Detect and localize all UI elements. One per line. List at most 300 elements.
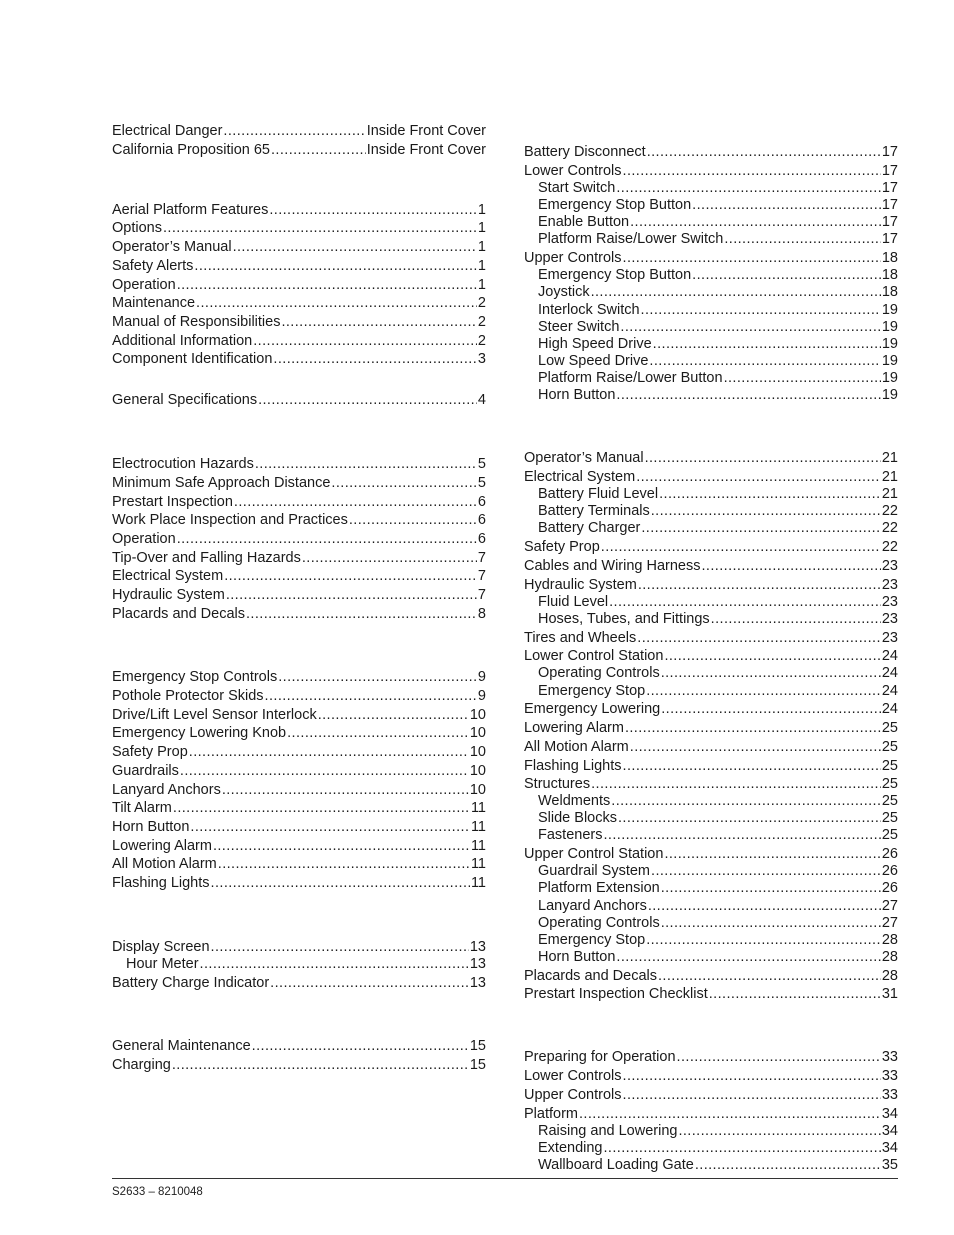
toc-entry-page: Inside Front Cover bbox=[366, 123, 486, 139]
toc-entry-page: Inside Front Cover bbox=[366, 142, 486, 158]
dot-leader bbox=[269, 201, 477, 219]
toc-entry-page: 8 bbox=[477, 606, 486, 622]
toc-entry-title: Emergency Stop Controls bbox=[112, 669, 278, 685]
toc-entry bbox=[524, 449, 898, 467]
dot-leader bbox=[695, 1156, 881, 1174]
toc-entry-title: General Specifications bbox=[112, 392, 258, 408]
dot-leader bbox=[651, 502, 881, 520]
toc-entry bbox=[524, 629, 898, 647]
dot-leader bbox=[618, 809, 881, 827]
toc-entry-title: Tilt Alarm bbox=[112, 800, 172, 816]
toc-entry-page: 23 bbox=[881, 611, 898, 627]
toc-entry-page: 18 bbox=[881, 250, 898, 266]
toc-entry bbox=[112, 837, 486, 855]
toc-entry-page: 11 bbox=[470, 875, 486, 891]
toc-subentry bbox=[538, 1139, 898, 1157]
dot-leader bbox=[223, 122, 365, 140]
dot-leader bbox=[625, 719, 881, 737]
toc-entry-page: 13 bbox=[469, 956, 486, 972]
dot-leader bbox=[711, 610, 881, 628]
dot-leader bbox=[591, 775, 881, 793]
toc-entry bbox=[112, 391, 486, 409]
dot-leader bbox=[630, 213, 881, 231]
toc-entry bbox=[112, 511, 486, 529]
toc-entry-title: Hoses, Tubes, and Fittings bbox=[538, 611, 710, 627]
toc-entry-page: 10 bbox=[469, 782, 486, 798]
toc-entry-title: Guardrail System bbox=[538, 863, 651, 879]
toc-entry-title: Guardrails bbox=[112, 763, 179, 779]
toc-entry-title: Emergency Lowering bbox=[524, 701, 661, 717]
dot-leader bbox=[616, 948, 880, 966]
toc-entry-title: High Speed Drive bbox=[538, 336, 652, 352]
toc-entry-page: 10 bbox=[469, 763, 486, 779]
toc-entry-title: Lowering Alarm bbox=[524, 720, 624, 736]
toc-entry-title: Hydraulic System bbox=[524, 577, 637, 593]
dot-leader bbox=[651, 862, 881, 880]
toc-entry-title: Slide Blocks bbox=[538, 810, 617, 826]
toc-entry-page: 35 bbox=[881, 1157, 898, 1173]
toc-entry bbox=[524, 538, 898, 556]
dot-leader bbox=[664, 845, 880, 863]
toc-subentry bbox=[538, 1122, 898, 1140]
toc-entry-page: 9 bbox=[477, 688, 486, 704]
toc-entry-title: Upper Controls bbox=[524, 250, 622, 266]
toc-entry-page: 24 bbox=[881, 701, 898, 717]
dot-leader bbox=[646, 931, 881, 949]
dot-leader bbox=[194, 257, 477, 275]
toc-entry-page: 19 bbox=[881, 319, 898, 335]
toc-entry-page: 6 bbox=[477, 512, 486, 528]
toc-entry bbox=[112, 493, 486, 511]
toc-entry-title: Battery Terminals bbox=[538, 503, 650, 519]
toc-entry-page: 28 bbox=[881, 968, 898, 984]
toc-entry-title: Battery Charge Indicator bbox=[112, 975, 270, 991]
toc-entry-title: Steer Switch bbox=[538, 319, 620, 335]
dot-leader bbox=[616, 386, 880, 404]
toc-entry-page: 25 bbox=[881, 720, 898, 736]
toc-entry-title: Horn Button bbox=[538, 949, 616, 965]
dot-leader bbox=[658, 967, 881, 985]
toc-entry-title: Hour Meter bbox=[126, 956, 199, 972]
toc-subentry bbox=[538, 809, 898, 827]
dot-leader bbox=[636, 468, 881, 486]
toc-entry bbox=[112, 781, 486, 799]
toc-entry-page: 26 bbox=[881, 863, 898, 879]
toc-entry-title: Weldments bbox=[538, 793, 611, 809]
toc-entry-page: 33 bbox=[881, 1087, 898, 1103]
dot-leader bbox=[224, 567, 477, 585]
toc-subentry bbox=[538, 179, 898, 197]
dot-leader bbox=[302, 549, 477, 567]
toc-entry bbox=[112, 818, 486, 836]
toc-entry-title: Electrical System bbox=[524, 469, 636, 485]
toc-entry-page: 19 bbox=[881, 387, 898, 403]
toc-entry-title: Lowering Alarm bbox=[112, 838, 212, 854]
toc-entry-title: Electrocution Hazards bbox=[112, 456, 254, 472]
dot-leader bbox=[270, 974, 469, 992]
dot-leader bbox=[609, 593, 881, 611]
dot-leader bbox=[637, 629, 881, 647]
toc-entry bbox=[112, 257, 486, 275]
dot-leader bbox=[172, 1056, 469, 1074]
toc-entry-page: 6 bbox=[477, 494, 486, 510]
toc-entry-page: 6 bbox=[477, 531, 486, 547]
dot-leader bbox=[287, 724, 469, 742]
dot-leader bbox=[623, 249, 881, 267]
toc-subentry bbox=[538, 335, 898, 353]
toc-entry bbox=[112, 974, 486, 992]
toc-entry-page: 11 bbox=[470, 856, 486, 872]
toc-entry bbox=[112, 332, 486, 350]
toc-subentry bbox=[538, 369, 898, 387]
toc-entry-title: Battery Charger bbox=[538, 520, 641, 536]
dot-leader bbox=[200, 955, 469, 973]
toc-entry bbox=[524, 985, 898, 1003]
toc-entry-page: 25 bbox=[881, 827, 898, 843]
toc-entry-title: Display Screen bbox=[112, 939, 210, 955]
toc-entry bbox=[112, 567, 486, 585]
dot-leader bbox=[177, 530, 477, 548]
toc-entry-title: Operation bbox=[112, 277, 176, 293]
dot-leader bbox=[646, 682, 881, 700]
toc-entry bbox=[112, 724, 486, 742]
dot-leader bbox=[623, 757, 881, 775]
dot-leader bbox=[601, 538, 881, 556]
dot-leader bbox=[233, 238, 477, 256]
dot-leader bbox=[579, 1105, 881, 1123]
toc-entry-page: 21 bbox=[881, 486, 898, 502]
toc-entry bbox=[524, 967, 898, 985]
toc-entry-title: Component Identification bbox=[112, 351, 273, 367]
toc-entry-title: Safety Prop bbox=[112, 744, 188, 760]
toc-entry-title: Fasteners bbox=[538, 827, 603, 843]
footer-doc-number: S2633 – 8210048 bbox=[112, 1186, 203, 1198]
toc-entry-page: 27 bbox=[881, 898, 898, 914]
toc-entry-title: Joystick bbox=[538, 284, 590, 300]
toc-entry-page: 11 bbox=[470, 800, 486, 816]
toc-entry-title: Flashing Lights bbox=[112, 875, 210, 891]
toc-entry-title: Pothole Protector Skids bbox=[112, 688, 264, 704]
dot-leader bbox=[647, 143, 881, 161]
dot-leader bbox=[190, 818, 470, 836]
dot-leader bbox=[611, 792, 881, 810]
toc-entry-title: Safety Alerts bbox=[112, 258, 194, 274]
dot-leader bbox=[278, 668, 477, 686]
dot-leader bbox=[349, 511, 477, 529]
toc-entry bbox=[524, 719, 898, 737]
footer-divider bbox=[112, 1178, 898, 1179]
toc-entry-title: Safety Prop bbox=[524, 539, 600, 555]
dot-leader bbox=[623, 162, 881, 180]
toc-entry-title: Lower Controls bbox=[524, 163, 622, 179]
dot-leader bbox=[645, 449, 881, 467]
toc-entry-title: Structures bbox=[524, 776, 591, 792]
dot-leader bbox=[623, 1086, 881, 1104]
toc-entry-title: Electrical Danger bbox=[112, 123, 223, 139]
toc-entry-title: Placards and Decals bbox=[524, 968, 657, 984]
toc-entry-title: Lower Control Station bbox=[524, 648, 664, 664]
toc-entry-title: Emergency Stop bbox=[538, 683, 646, 699]
toc-entry-title: Hydraulic System bbox=[112, 587, 225, 603]
toc-subentry bbox=[538, 914, 898, 932]
toc-entry-title: Placards and Decals bbox=[112, 606, 245, 622]
toc-entry-page: 19 bbox=[881, 336, 898, 352]
toc-entry bbox=[112, 743, 486, 761]
dot-leader bbox=[258, 391, 477, 409]
toc-entry-title: Prestart Inspection Checklist bbox=[524, 986, 708, 1002]
toc-entry-title: Charging bbox=[112, 1057, 171, 1073]
toc-subentry bbox=[538, 931, 898, 949]
dot-leader bbox=[177, 276, 477, 294]
dot-leader bbox=[591, 283, 881, 301]
toc-entry-page: 23 bbox=[881, 558, 898, 574]
toc-entry bbox=[112, 219, 486, 237]
toc-entry-title: Emergency Lowering Knob bbox=[112, 725, 287, 741]
dot-leader bbox=[661, 664, 881, 682]
toc-entry bbox=[112, 141, 486, 159]
toc-entry-page: 25 bbox=[881, 776, 898, 792]
toc-entry-page: 10 bbox=[469, 744, 486, 760]
toc-entry bbox=[524, 162, 898, 180]
toc-entry-page: 33 bbox=[881, 1049, 898, 1065]
toc-entry bbox=[112, 238, 486, 256]
toc-subentry bbox=[538, 610, 898, 628]
toc-entry-title: Upper Control Station bbox=[524, 846, 664, 862]
toc-entry-page: 24 bbox=[881, 683, 898, 699]
dot-leader bbox=[173, 799, 470, 817]
toc-entry-title: Operator’s Manual bbox=[112, 239, 232, 255]
toc-entry-title: Fluid Level bbox=[538, 594, 609, 610]
toc-entry-page: 22 bbox=[881, 539, 898, 555]
toc-entry-page: 17 bbox=[881, 231, 898, 247]
toc-entry-title: Platform Raise/Lower Switch bbox=[538, 231, 724, 247]
toc-entry-page: 3 bbox=[477, 351, 486, 367]
dot-leader bbox=[189, 743, 469, 761]
toc-subentry bbox=[538, 897, 898, 915]
toc-entry-title: Operating Controls bbox=[538, 915, 660, 931]
toc-subentry bbox=[538, 948, 898, 966]
toc-entry-page: 17 bbox=[881, 163, 898, 179]
toc-entry-page: 1 bbox=[477, 277, 486, 293]
toc-entry bbox=[112, 313, 486, 331]
toc-entry-page: 34 bbox=[881, 1106, 898, 1122]
toc-entry bbox=[112, 668, 486, 686]
toc-entry bbox=[112, 201, 486, 219]
toc-entry-title: Raising and Lowering bbox=[538, 1123, 678, 1139]
toc-subentry bbox=[538, 318, 898, 336]
toc-entry-title: Horn Button bbox=[112, 819, 190, 835]
toc-entry-page: 34 bbox=[881, 1140, 898, 1156]
toc-entry-page: 17 bbox=[881, 144, 898, 160]
toc-entry-title: Platform Raise/Lower Button bbox=[538, 370, 723, 386]
toc-subentry bbox=[538, 196, 898, 214]
toc-entry bbox=[112, 799, 486, 817]
toc-entry bbox=[112, 874, 486, 892]
toc-subentry bbox=[538, 386, 898, 404]
toc-subentry bbox=[538, 879, 898, 897]
toc-subentry bbox=[538, 352, 898, 370]
toc-entry-title: Lanyard Anchors bbox=[112, 782, 221, 798]
dot-leader bbox=[163, 219, 477, 237]
toc-entry-title: Wallboard Loading Gate bbox=[538, 1157, 694, 1173]
dot-leader bbox=[281, 313, 476, 331]
toc-entry-page: 2 bbox=[477, 295, 486, 311]
dot-leader bbox=[234, 493, 477, 511]
dot-leader bbox=[255, 455, 477, 473]
toc-entry bbox=[112, 706, 486, 724]
toc-entry-page: 23 bbox=[881, 630, 898, 646]
toc-entry-page: 22 bbox=[881, 520, 898, 536]
toc-entry-title: Battery Disconnect bbox=[524, 144, 646, 160]
toc-entry-page: 15 bbox=[469, 1057, 486, 1073]
dot-leader bbox=[659, 485, 881, 503]
toc-entry-page: 10 bbox=[469, 725, 486, 741]
toc-entry-page: 13 bbox=[469, 939, 486, 955]
toc-entry bbox=[524, 1067, 898, 1085]
dot-leader bbox=[180, 762, 469, 780]
toc-subentry bbox=[538, 862, 898, 880]
toc-entry-title: Extending bbox=[538, 1140, 603, 1156]
dot-leader bbox=[253, 332, 477, 350]
dot-leader bbox=[271, 141, 366, 159]
dot-leader bbox=[649, 352, 880, 370]
toc-entry-title: California Proposition 65 bbox=[112, 142, 270, 158]
toc-entry bbox=[112, 1056, 486, 1074]
toc-subentry bbox=[538, 301, 898, 319]
toc-entry-page: 11 bbox=[470, 819, 486, 835]
toc-entry-page: 25 bbox=[881, 758, 898, 774]
toc-entry bbox=[112, 350, 486, 368]
dot-leader bbox=[331, 474, 477, 492]
toc-entry-title: Additional Information bbox=[112, 333, 253, 349]
toc-entry-title: Cables and Wiring Harness bbox=[524, 558, 701, 574]
toc-entry bbox=[112, 855, 486, 873]
toc-entry bbox=[112, 455, 486, 473]
toc-entry-title: Tires and Wheels bbox=[524, 630, 637, 646]
toc-entry-title: All Motion Alarm bbox=[524, 739, 629, 755]
toc-entry bbox=[524, 1086, 898, 1104]
toc-subentry bbox=[538, 792, 898, 810]
toc-entry-title: Emergency Stop Button bbox=[538, 267, 692, 283]
toc-subentry bbox=[538, 213, 898, 231]
dot-leader bbox=[664, 647, 880, 665]
toc-entry bbox=[112, 530, 486, 548]
dot-leader bbox=[318, 706, 469, 724]
dot-leader bbox=[641, 519, 881, 537]
dot-leader bbox=[661, 914, 881, 932]
toc-entry-page: 1 bbox=[477, 220, 486, 236]
dot-leader bbox=[213, 837, 470, 855]
toc-entry-title: Platform bbox=[524, 1106, 578, 1122]
dot-leader bbox=[661, 879, 881, 897]
toc-entry bbox=[112, 549, 486, 567]
dot-leader bbox=[724, 369, 881, 387]
toc-entry bbox=[524, 557, 898, 575]
toc-subentry bbox=[538, 283, 898, 301]
dot-leader bbox=[604, 1139, 881, 1157]
toc-entry bbox=[524, 700, 898, 718]
toc-entry-page: 33 bbox=[881, 1068, 898, 1084]
toc-entry-title: Emergency Stop Button bbox=[538, 197, 692, 213]
toc-entry-title: Preparing for Operation bbox=[524, 1049, 676, 1065]
toc-entry-page: 2 bbox=[477, 314, 486, 330]
toc-entry-page: 7 bbox=[477, 550, 486, 566]
dot-leader bbox=[218, 855, 470, 873]
dot-leader bbox=[603, 826, 880, 844]
dot-leader bbox=[273, 350, 477, 368]
dot-leader bbox=[678, 1122, 880, 1140]
dot-leader bbox=[648, 897, 881, 915]
toc-entry-page: 13 bbox=[469, 975, 486, 991]
toc-entry-page: 31 bbox=[881, 986, 898, 1002]
toc-entry-title: Operating Controls bbox=[538, 665, 660, 681]
toc-entry-title: Lanyard Anchors bbox=[538, 898, 647, 914]
toc-entry bbox=[524, 775, 898, 793]
toc-subentry bbox=[126, 955, 486, 973]
toc-entry-title: Tip-Over and Falling Hazards bbox=[112, 550, 301, 566]
toc-entry-page: 7 bbox=[477, 568, 486, 584]
toc-subentry bbox=[538, 682, 898, 700]
toc-entry-title: Flashing Lights bbox=[524, 758, 622, 774]
toc-entry bbox=[112, 294, 486, 312]
toc-entry bbox=[524, 738, 898, 756]
dot-leader bbox=[252, 1037, 469, 1055]
toc-entry bbox=[112, 122, 486, 140]
dot-leader bbox=[692, 266, 881, 284]
dot-leader bbox=[211, 874, 470, 892]
dot-leader bbox=[265, 687, 477, 705]
toc-entry-page: 1 bbox=[477, 202, 486, 218]
dot-leader bbox=[692, 196, 881, 214]
toc-entry-page: 24 bbox=[881, 665, 898, 681]
toc-entry-page: 19 bbox=[881, 353, 898, 369]
toc-entry-title: Interlock Switch bbox=[538, 302, 640, 318]
toc-entry-title: Options bbox=[112, 220, 162, 236]
toc-entry-title: General Maintenance bbox=[112, 1038, 251, 1054]
dot-leader bbox=[246, 605, 477, 623]
dot-leader bbox=[222, 781, 469, 799]
toc-entry-page: 26 bbox=[881, 880, 898, 896]
toc-entry-page: 28 bbox=[881, 932, 898, 948]
toc-entry bbox=[112, 938, 486, 956]
toc-entry-page: 18 bbox=[881, 284, 898, 300]
toc-entry-page: 5 bbox=[477, 475, 486, 491]
toc-entry-page: 18 bbox=[881, 267, 898, 283]
dot-leader bbox=[630, 738, 881, 756]
toc-entry bbox=[524, 468, 898, 486]
toc-entry-page: 1 bbox=[477, 239, 486, 255]
dot-leader bbox=[211, 938, 469, 956]
toc-entry bbox=[524, 143, 898, 161]
dot-leader bbox=[623, 1067, 881, 1085]
toc-entry-page: 19 bbox=[881, 370, 898, 386]
toc-entry-title: Electrical System bbox=[112, 568, 224, 584]
toc-subentry bbox=[538, 230, 898, 248]
dot-leader bbox=[653, 335, 881, 353]
toc-entry-page: 19 bbox=[881, 302, 898, 318]
toc-entry-page: 17 bbox=[881, 197, 898, 213]
toc-subentry bbox=[538, 826, 898, 844]
toc-entry-page: 4 bbox=[477, 392, 486, 408]
toc-entry-title: Drive/Lift Level Sensor Interlock bbox=[112, 707, 317, 723]
toc-entry-page: 10 bbox=[469, 707, 486, 723]
toc-entry bbox=[524, 647, 898, 665]
toc-entry-page: 26 bbox=[881, 846, 898, 862]
toc-entry-page: 27 bbox=[881, 915, 898, 931]
toc-entry bbox=[524, 757, 898, 775]
toc-entry-page: 7 bbox=[477, 587, 486, 603]
dot-leader bbox=[641, 301, 881, 319]
